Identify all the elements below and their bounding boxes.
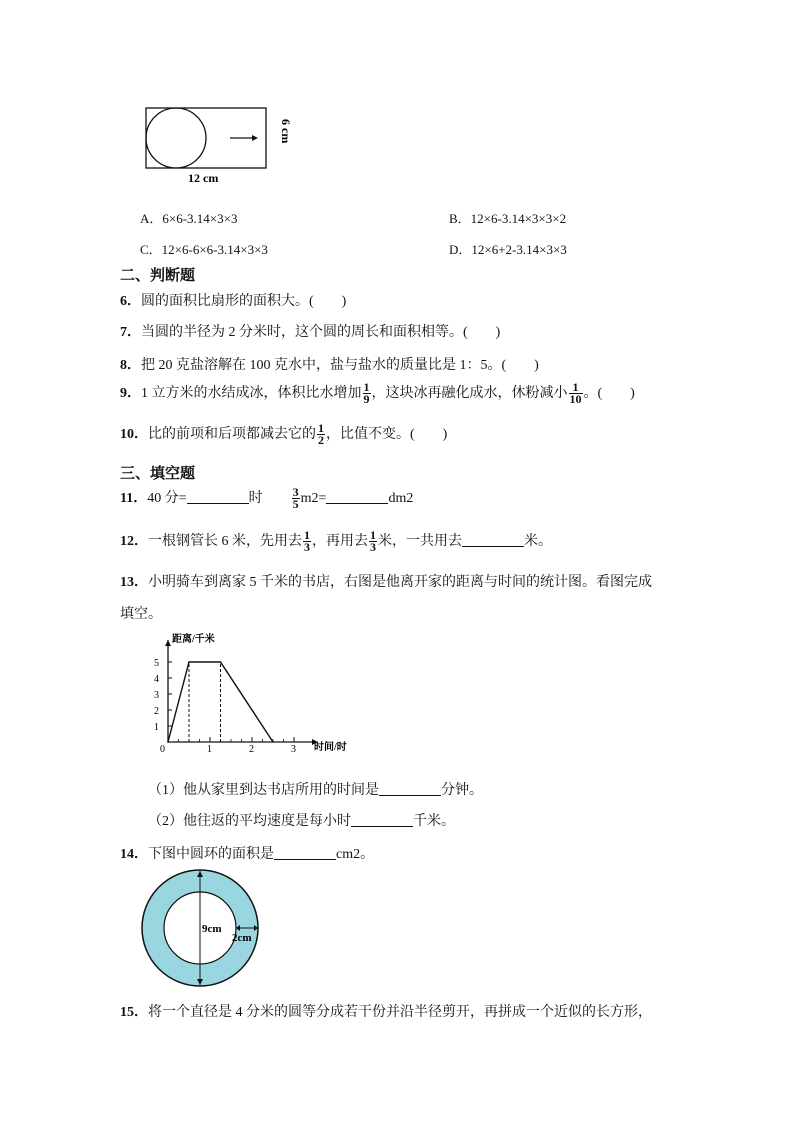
question-13-2: （2）他往返的平均速度是每小时 千米。 (148, 814, 455, 829)
answer-blank[interactable] (187, 490, 249, 504)
ring-figure (138, 866, 262, 990)
question-15: 15．将一个直径是 4 分米的圆等分成若干份并沿半径剪开，再拼成一个近似的长方形， (120, 1005, 652, 1020)
x-tick-label: 2 (249, 744, 254, 755)
data-point (220, 661, 222, 663)
fraction: $\frac{1}{3}$ (304, 528, 310, 555)
rect-height-label: 6 cm (279, 119, 293, 144)
question-9: 9．1 立方米的水结成冰，体积比水增加 $\frac{1}{9}$ ，这块冰再融化成水，休粉减小 $\frac{1}{10}$ 。( ) (120, 380, 635, 407)
outer-diameter-label: 9cm (202, 923, 222, 935)
question-13-line1: 13．小明骑车到离家 5 千米的书店，右图是他离开家的距离与时间的统计图。看图完成 (120, 575, 652, 590)
x-axis-label: 时间/时 (314, 742, 347, 753)
question-8: 8．把 20 克盐溶解在 100 克水中，盐与盐水的质量比是 1：5。( ) (120, 358, 539, 373)
fraction: $\frac{1}{3}$ (370, 528, 376, 555)
rect-circle-figure (140, 100, 310, 195)
section-judgement-title: 二、判断题 (120, 266, 196, 284)
y-axis-arrow-icon (165, 640, 171, 646)
rect-width-label: 12 cm (188, 171, 219, 185)
y-tick-label: 1 (154, 722, 159, 733)
circle (146, 108, 206, 168)
option-c[interactable]: C．12×6-6×6-3.14×3×3 (140, 242, 268, 257)
y-axis-label: 距离/千米 (172, 634, 215, 645)
y-tick-label: 5 (154, 658, 159, 669)
x-tick-label: 1 (207, 744, 212, 755)
answer-blank[interactable] (274, 846, 336, 860)
option-b[interactable]: B．12×6-3.14×3×3×2 (449, 211, 567, 226)
fraction: $\frac{1}{2}$ (318, 421, 324, 448)
fraction: $\frac{1}{10}$ (569, 380, 582, 407)
option-d[interactable]: D．12×6+2-3.14×3×3 (449, 242, 567, 257)
ring-width-label: 2cm (232, 932, 252, 944)
answer-blank[interactable] (351, 813, 413, 827)
arrow-head-icon (252, 135, 258, 141)
y-tick-label: 4 (154, 674, 159, 685)
y-tick-label: 2 (154, 706, 159, 717)
fraction: $\frac{1}{9}$ (363, 380, 370, 407)
answer-blank[interactable] (379, 782, 441, 796)
option-a[interactable]: A．6×6-3.14×3×3 (140, 211, 238, 226)
fraction: $\frac{3}{5}$ (292, 485, 299, 512)
data-point (188, 661, 190, 663)
question-13-line2: 填空。 (120, 607, 162, 622)
data-point (272, 741, 274, 743)
section-fill-title: 三、填空题 (120, 464, 196, 482)
question-11: 11．40 分= 时 $\frac{3}{5}$ m2= dm2 (120, 485, 414, 512)
question-6: 6．圆的面积比扇形的面积大。( ) (120, 294, 347, 309)
question-7: 7．当圆的半径为 2 分米时，这个圆的周长和面积相等。( ) (120, 325, 501, 340)
question-10: 10．比的前项和后项都减去它的 $\frac{1}{2}$ ，比值不变。( ) (120, 421, 448, 448)
question-14: 14．下图中圆环的面积是 cm2。 (120, 847, 375, 862)
data-point (167, 741, 169, 743)
question-13-1: （1）他从家里到达书店所用的时间是 分钟。 (148, 783, 483, 798)
y-tick-label: 3 (154, 690, 159, 701)
distance-time-chart (148, 630, 368, 760)
x-tick-label: 3 (291, 744, 296, 755)
x-tick-label: 0 (160, 744, 165, 755)
answer-blank[interactable] (462, 533, 524, 547)
answer-blank[interactable] (326, 490, 388, 504)
question-12: 12．一根钢管长 6 米，先用去 $\frac{1}{3}$ ，再用去 $\frac{1}{3}$ 米，一共用去 米。 (120, 528, 552, 555)
